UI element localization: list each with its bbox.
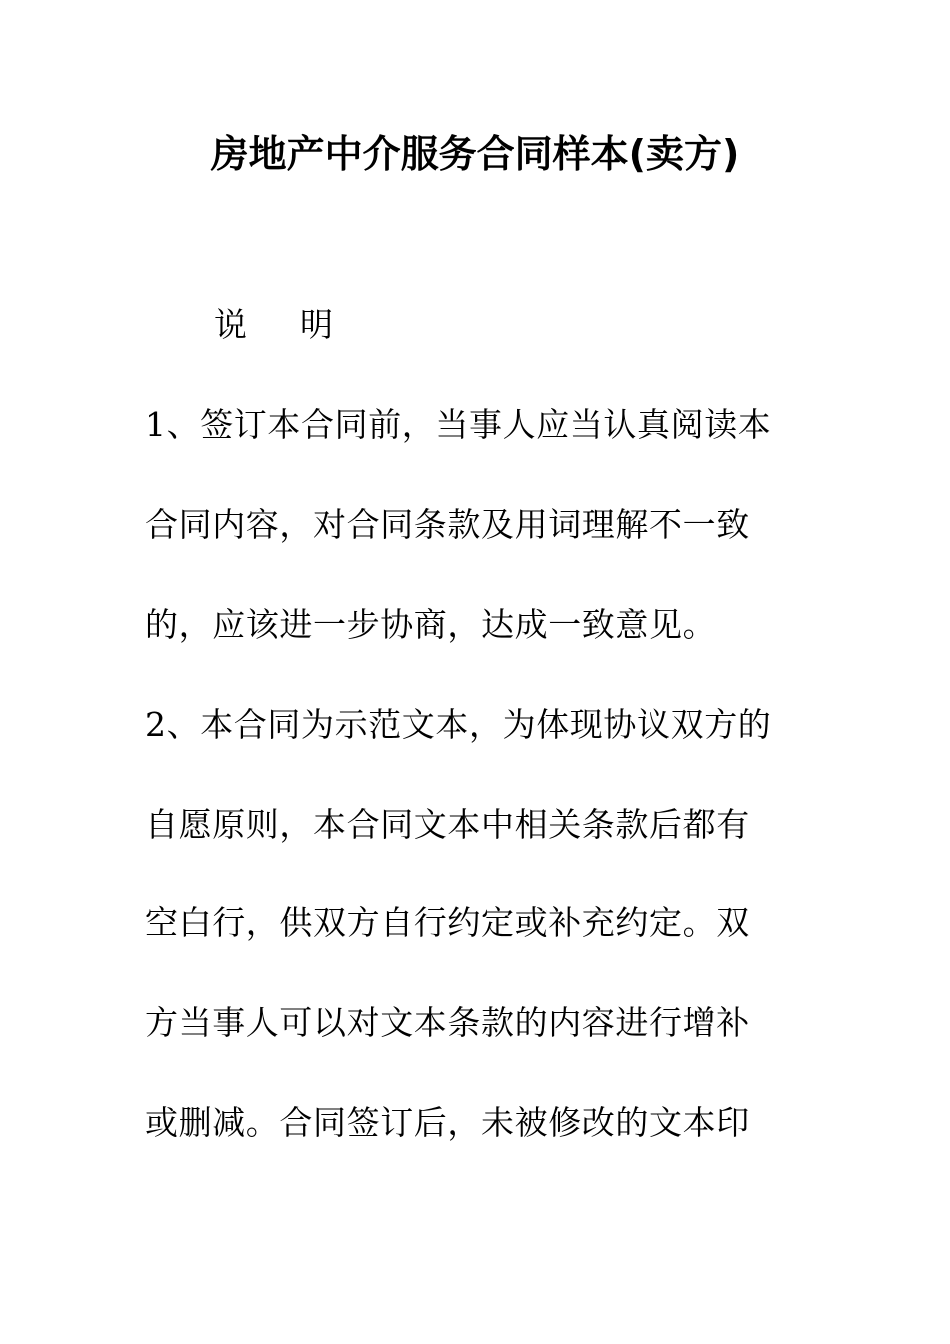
- body-line: 或删减。合同签订后，未被修改的文本印: [145, 1103, 750, 1142]
- body-line: 合同内容，对合同条款及用词理解不一致: [145, 505, 750, 544]
- body-line: 的，应该进一步协商，达成一致意见。: [145, 605, 717, 644]
- body-line: 自愿原则，本合同文本中相关条款后都有: [145, 805, 750, 844]
- document-title: 房地产中介服务合同样本(卖方): [210, 132, 740, 176]
- body-line: 2、本合同为示范文本，为体现协议双方的: [145, 705, 772, 744]
- body-line: 空白行，供双方自行约定或补充约定。双: [145, 903, 750, 942]
- section-heading-char-1: 说: [214, 305, 247, 344]
- section-heading-char-2: 明: [300, 305, 333, 344]
- body-line: 1、签订本合同前，当事人应当认真阅读本: [145, 405, 772, 444]
- body-line: 方当事人可以对文本条款的内容进行增补: [145, 1003, 750, 1042]
